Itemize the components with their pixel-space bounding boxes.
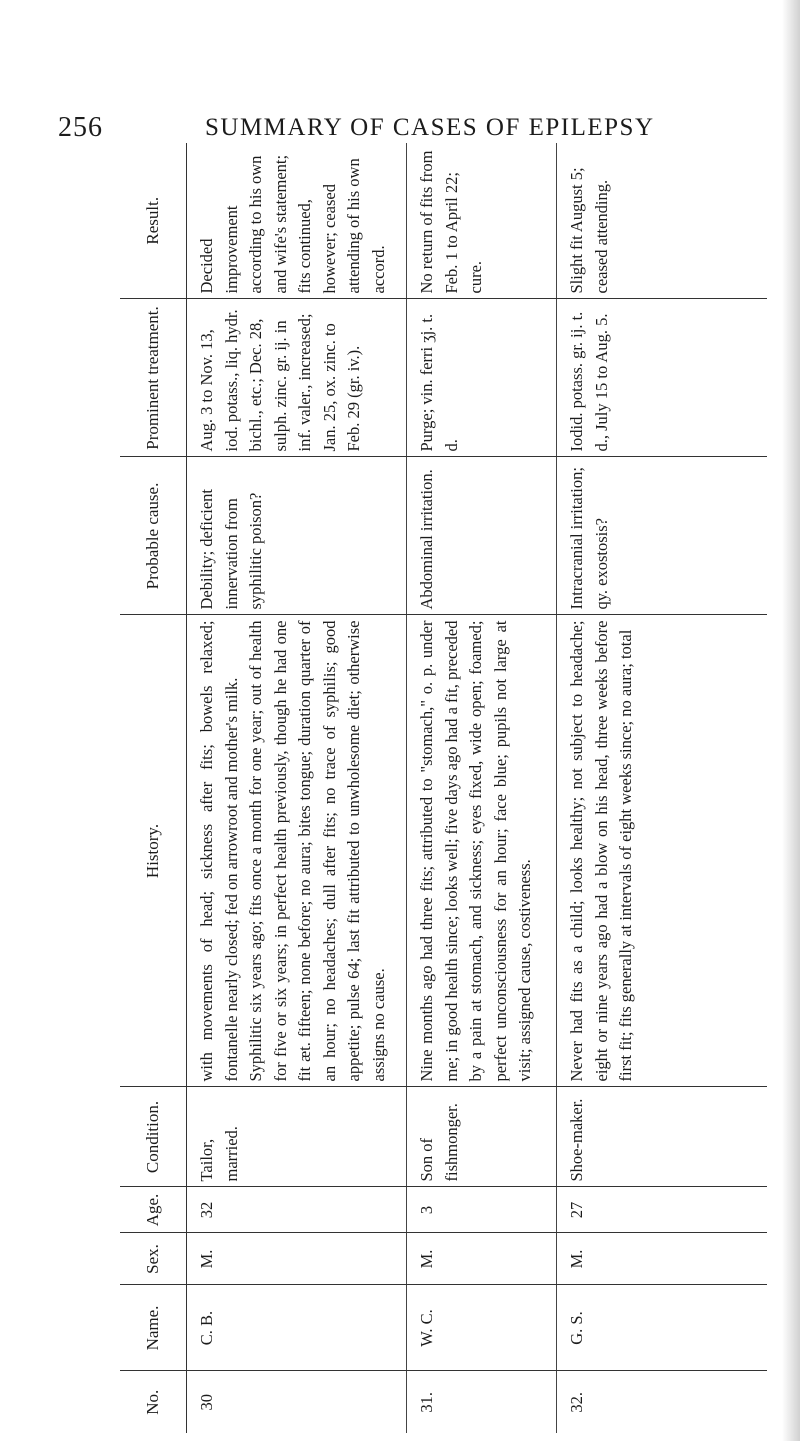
- cell-name: C. B.: [187, 1285, 407, 1371]
- cell-age: 3: [407, 1187, 557, 1233]
- history-text: Syphilitic six years ago; fits once a month for one year; out of health for five or six years; in perfect health previously, though he had one fit æt. fifteen; none before; no aura; bites tongue; duration quarter of an hour; no headaches; dull after fits; no trace of syphilis; good appetite; pulse 64; last fit attributed to unwholesome diet; otherwise assigns no cause.: [246, 620, 388, 1082]
- cell-sex: M.: [407, 1233, 557, 1285]
- cell-history: Nine months ago had three fits; attributed to "stomach," o. p. under me; in good health since; looks well; five days ago had a fit, preceded by a pain at stomach, and sickness; eyes fixed, wide open; foamed; perfect unconsciousness for an hour; face blue; pupils not large at visit; assigned cause, costiveness.: [407, 615, 557, 1087]
- history-continuation: with movements of head; sickness after fits; bowels relaxed; fontanelle nearly closed; fed on arrowroot and mother's milk.: [197, 620, 241, 1082]
- cell-result: Slight fit August 5; ceased attending.: [557, 143, 767, 299]
- cell-treatment: Iodid. potass. gr. ij. t. d., July 15 to Aug. 5.: [557, 299, 767, 457]
- cell-treatment: Purge; vin. ferri ʒj. t. d.: [407, 299, 557, 457]
- cell-no: 32.: [557, 1371, 767, 1433]
- cell-name: W. C.: [407, 1285, 557, 1371]
- header-condition: Condition.: [120, 1087, 187, 1187]
- table-row-case-30: [187, 143, 407, 1433]
- cell-cause: Debility; deficient innervation from syphilitic poison?: [187, 457, 407, 615]
- header-history: History.: [120, 615, 187, 1087]
- header-age: Age.: [120, 1187, 187, 1233]
- header-row: [120, 143, 187, 1433]
- header-cause: Probable cause.: [120, 457, 187, 615]
- cell-result: Decided improvement according to his own and wife's statement; fits continued, however; ceased attending of his own accord.: [187, 143, 407, 299]
- cell-sex: M.: [557, 1233, 767, 1285]
- cell-name: G. S.: [557, 1285, 767, 1371]
- cell-no: 30: [197, 1394, 216, 1411]
- cell-result: No return of fits from Feb. 1 to April 22; cure.: [407, 143, 557, 299]
- header-treatment: Prominent treatment.: [120, 299, 187, 457]
- page-edge-shadow: [782, 0, 800, 1441]
- header-sex: Sex.: [120, 1233, 187, 1285]
- cell-cause: Abdominal irritation.: [407, 457, 557, 615]
- cell-condition: Shoe-maker.: [557, 1087, 767, 1187]
- cell-condition: Tailor, married.: [187, 1087, 407, 1187]
- cell-cause: Intracranial irritation; qy. exostosis?: [557, 457, 767, 615]
- epilepsy-cases-table: [120, 143, 767, 1433]
- cell-sex: M.: [187, 1233, 407, 1285]
- cell-no: 31.: [407, 1371, 557, 1433]
- header-no: No.: [120, 1371, 187, 1433]
- page-title: SUMMARY OF CASES OF EPILEPSY: [205, 114, 655, 141]
- header-name: Name.: [120, 1285, 187, 1371]
- cell-history: Never had fits as a child; looks healthy; not subject to headache; eight or nine years ago had a blow on his head, three weeks before first fit; fits generally at intervals of eight weeks since; no aura; total: [557, 615, 767, 1087]
- cell-age: 27: [557, 1187, 767, 1233]
- table-row-case-31: [407, 143, 557, 1433]
- page-number: 256: [58, 112, 103, 143]
- cell-history: [187, 615, 407, 1087]
- cell-age: 32: [187, 1187, 407, 1233]
- cell-condition: Son of fishmonger.: [407, 1087, 557, 1187]
- table-row-case-32: [557, 143, 767, 1433]
- cell-treatment: Aug. 3 to Nov. 13, iod. potass., liq. hydr. bichl., etc.; Dec. 28, sulph. zinc. gr. ij. in inf. valer., increased; Jan. 25, ox. zinc. to Feb. 29 (gr. iv.).: [187, 299, 407, 457]
- rotated-table-wrapper: [120, 143, 760, 1433]
- header-result: Result.: [120, 143, 187, 299]
